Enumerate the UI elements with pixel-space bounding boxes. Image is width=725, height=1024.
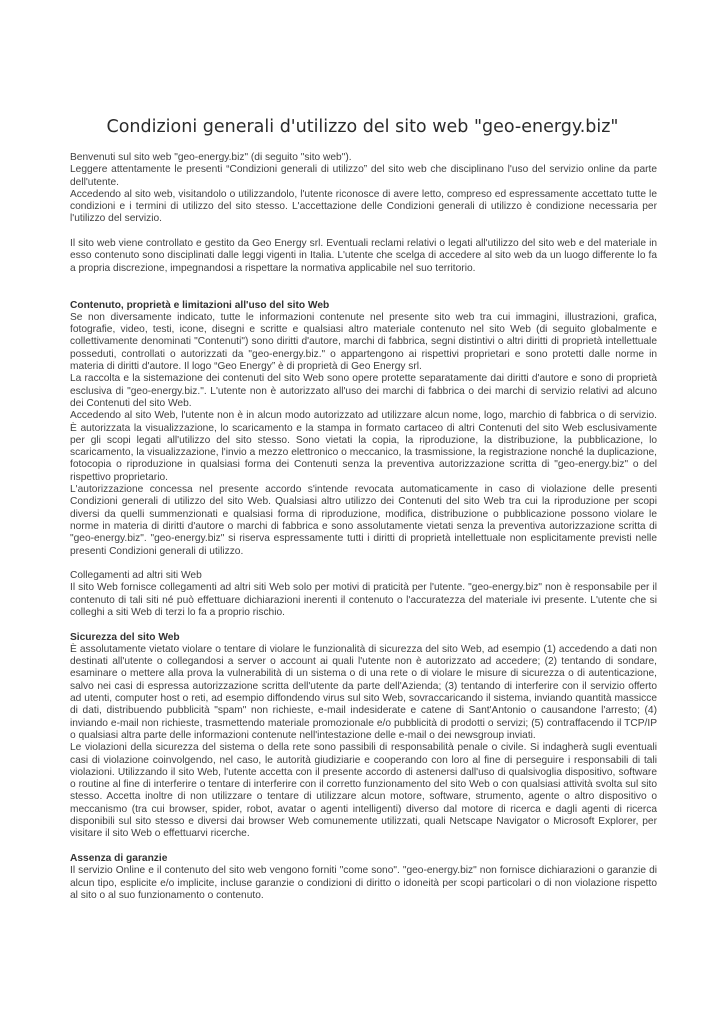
intro-welcome: Benvenuti sul sito web "geo-energy.biz" (di seguito "sito web"). <box>70 152 352 163</box>
links-paragraph-1: Il sito Web fornisce collegamenti ad altri siti Web solo per motivi di praticità per l'utente. "geo-energy.biz" non è responsabile per il contenuto di tali siti né può effettuare dichiarazioni inerenti il contenuto o l'accuratezza del materiale ivi presente. L'utente che si colleghi a siti Web di terzi lo fa a proprio rischio. <box>70 582 657 618</box>
security-section-heading: Sicurezza del sito Web <box>70 631 180 643</box>
warranty-paragraph-1: Il servizio Online e il contenuto del sito web vengono forniti "come sono". "geo-energy.biz" non fornisce dichiarazioni o garanzie di alcun tipo, esplicite e/o implicite, incluse garanzie o condizioni di diritto o idoneità per scopi particolari o di non violazione rispetto al sito o al suo funzionamento o contenuto. <box>70 865 657 901</box>
content-paragraph-4: L'autorizzazione concessa nel presente accordo s'intende revocata automaticamente in caso di violazione delle presenti Condizioni generali di utilizzo del sito Web. Qualsiasi altro utilizzo dei Contenuti del sito Web tra cui la riproduzione per scopi diversi da quelli summenzionati e qualsiasi forma di riproduzione, modifica, distribuzione o pubblicazione possono violare le norme in materia di diritti d'autore o marchi di fabbrica e sono assolutamente vietati senza la preventiva autorizzazione scritta di "geo-energy.biz". "geo-energy.biz" si riserva espressamente tutti i diritti di proprietà intellettuale non esplicitamente previsti nelle presenti Condizioni generali di utilizzo. <box>70 484 657 557</box>
content-paragraph-2: La raccolta e la sistemazione dei contenuti del sito Web sono opere protette separatamente dai diritti d'autore e sono di proprietà esclusiva di "geo-energy.biz.". L'utente non è autorizzato all'uso dei marchi di fabbrica o dei marchi di servizio relativi ad alcuno dei Contenuti del sito Web. <box>70 373 657 409</box>
warranty-section-heading: Assenza di garanzie <box>70 852 168 864</box>
security-paragraph-1: È assolutamente vietato violare o tentare di violare le funzionalità di sicurezza del sito Web, ad esempio (1) accedendo a dati non destinati all'utente o collegandosi a server o account ai quali l'utente non è autorizzato ad accedere; (2) tentando di sondare, esaminare o mettere alla prova la vulnerabilità di un sistema o di una rete o di violare le misure di sicurezza o di autenticazione, salvo nei casi di espressa autorizzazione scritta dell'utente da parte dell'Azienda; (3) tentando di interferire con il servizio offerto ad utenti, computer host o reti, ad esempio diffondendo virus sul sito Web, sovraccaricando il sistema, inviando quantità massicce di dati, distribuendo pubblicità "spam" non richieste, e-mail indesiderate e catene di Sant'Antonio o causandone l'arresto; (4) inviando e-mail non richieste, trasmettendo materiale promozionale e/o pubblicità di prodotti o servizi; (5) contraffacendo il TCP/IP o qualsiasi altra parte delle informazioni contenute nell'intestazione delle e-mail o dei newsgroup inviati. <box>70 643 657 741</box>
content-section-heading: Contenuto, proprietà e limitazioni all'uso del sito Web <box>70 299 330 311</box>
links-section-heading: Collegamenti ad altri siti Web <box>70 570 202 582</box>
document-title: Condizioni generali d'utilizzo del sito web "geo-energy.biz" <box>106 117 619 137</box>
document-body <box>70 152 657 902</box>
content-paragraph-3: Accedendo al sito Web, l'utente non è in alcun modo autorizzato ad utilizzare alcun nome, logo, marchio di fabbrica o di servizio. È autorizzata la visualizzazione, lo scaricamento e la stampa in formato cartaceo di altri Contenuti del sito Web esclusivamente per gli scopi legati all'utilizzo del sito stesso. Sono vietati la copia, la riproduzione, la distribuzione, la pubblicazione, lo scaricamento, la visualizzazione, l'invio a mezzo elettronico o meccanico, la trasmissione, la registrazione nonché la duplicazione, fotocopia o riproduzione in qualsiasi forma dei Contenuti senza la preventiva autorizzazione scritta di "geo-energy.biz" o del rispettivo proprietario. <box>70 410 657 483</box>
intro-read-carefully: Leggere attentamente le presenti “Condizioni generali di utilizzo” del sito web che disciplinano l'uso del servizio online da parte dell'utente. <box>70 164 657 188</box>
intro-jurisdiction: Il sito web viene controllato e gestito da Geo Energy srl. Eventuali reclami relativi o legati all'utilizzo del sito web e del materiale in esso contenuto sono disciplinati dalle leggi vigenti in Italia. L'utente che scelga di accedere al sito web da un luogo differente lo fa a propria discrezione, impegnandosi a rispettare la normativa applicabile nel suo territorio. <box>70 238 657 274</box>
content-paragraph-1: Se non diversamente indicato, tutte le informazioni contenute nel presente sito web tra cui immagini, illustrazioni, grafica, fotografie, video, testi, icone, disegni e scritte e qualsiasi altro materiale contenuto nel sito Web (di seguito globalmente e collettivamente denominati "Contenuti") sono diritti d'autore, marchi di fabbrica, segni distintivi o altri diritti di proprietà intellettuale posseduti, controllati o autorizzati da "geo-energy.biz." o appartengono ai rispettivi proprietari e sono protetti dalle norme in materia di diritti d'autore. Il logo “Geo Energy” è di proprietà di Geo Energy srl. <box>70 311 657 373</box>
intro-acceptance: Accedendo al sito web, visitandolo o utilizzandolo, l'utente riconosce di avere letto, compreso ed espressamente accettato tutte le condizioni e i termini di utilizzo del sito stesso. L'accettazione delle Condizioni generali di utilizzo è condizione necessaria per l'utilizzo del servizio. <box>70 188 657 225</box>
security-paragraph-2: Le violazioni della sicurezza del sistema o della rete sono passibili di responsabilità penale o civile. Si indagherà sugli eventuali casi di violazione coinvolgendo, nel caso, le autorità giudiziarie e cooperando con loro al fine di perseguire i responsabili di tali violazioni. Utilizzando il sito Web, l'utente accetta con il presente accordo di astenersi dall'uso di qualsivoglia dispositivo, software o routine al fine di interferire o tentare di interferire con il corretto funzionamento del sito Web o con qualsiasi attività svolta sul sito stesso. Accetta inoltre di non utilizzare o tentare di utilizzare alcun motore, software, strumento, agente o altro dispositivo o meccanismo (tra cui browser, spider, robot, avatar o agenti intelligenti) diverso dal motore di ricerca e dagli agenti di ricerca disponibili sul sito stesso e diversi dai browser Web comunemente utilizzati, quali Netscape Navigator o Microsoft Explorer, per visitare il sito Web o effettuarvi ricerche. <box>70 742 657 840</box>
